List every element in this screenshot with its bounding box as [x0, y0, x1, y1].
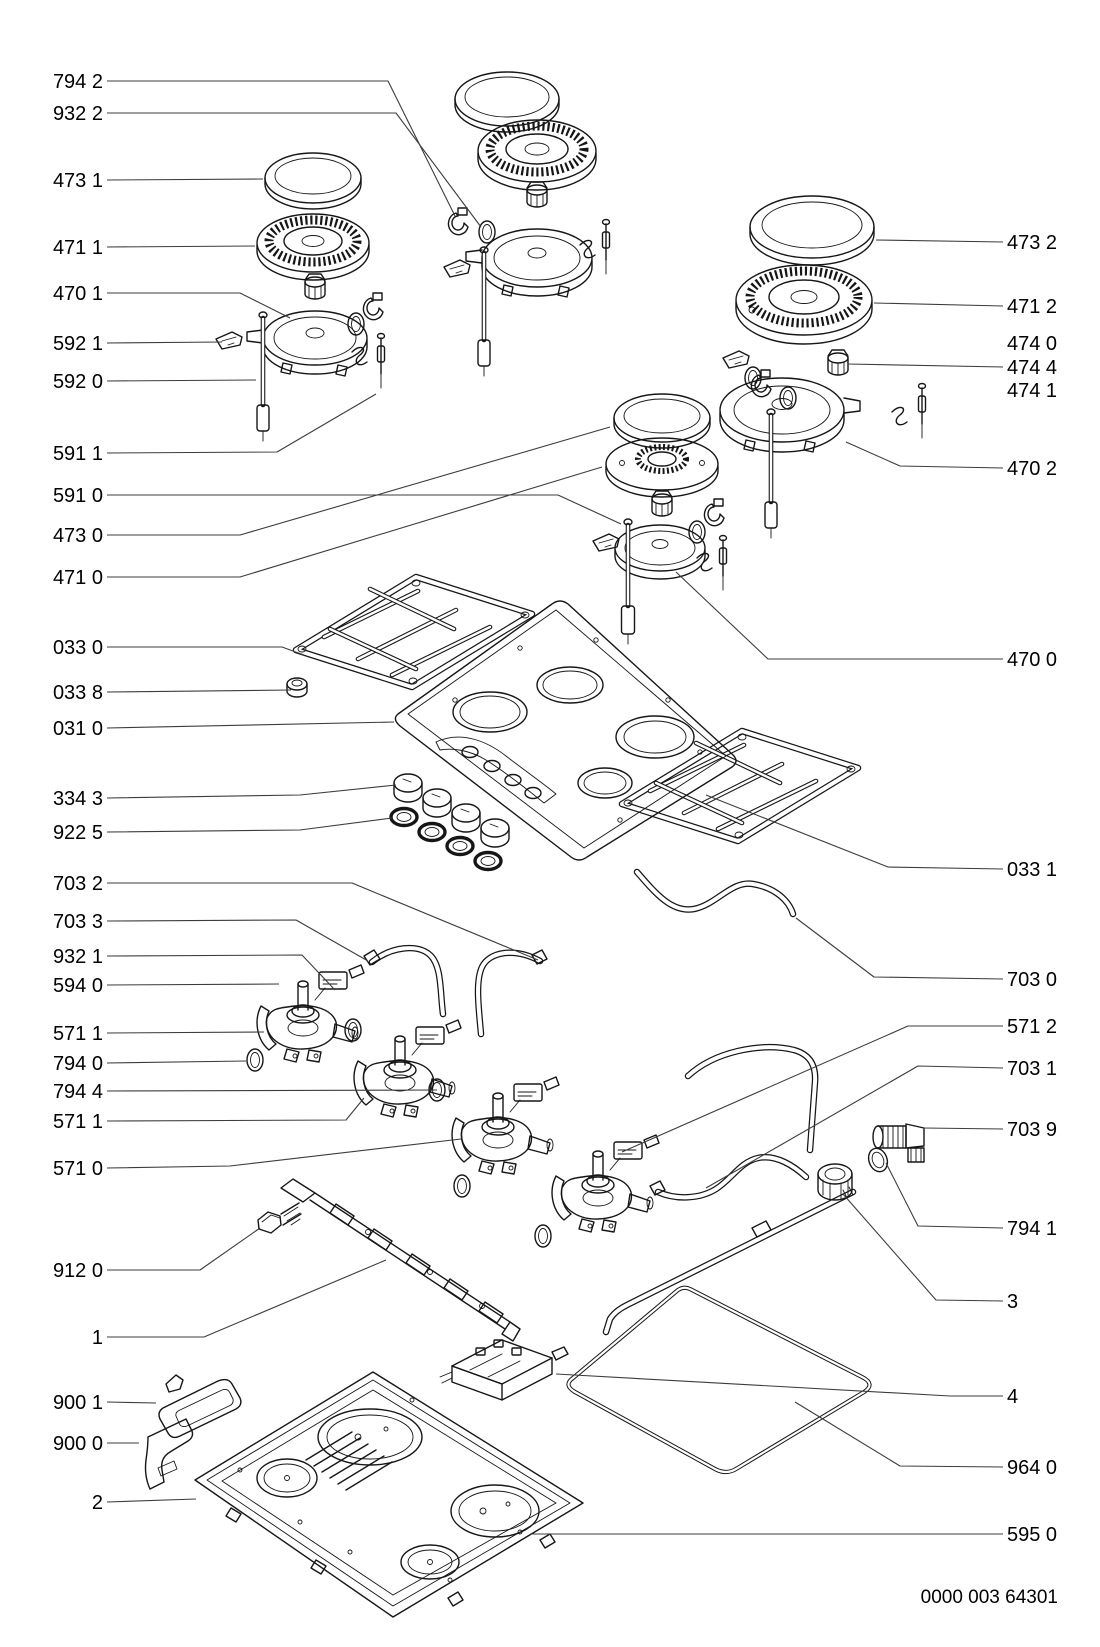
- part-number-label: 571 0: [52, 1158, 103, 1180]
- part-number-label: 473 1: [52, 170, 103, 192]
- part-number-label: 594 0: [52, 975, 103, 997]
- part-number-label: 470 1: [52, 283, 103, 305]
- leader-line: [107, 293, 290, 318]
- part-number-label: 794 0: [52, 1053, 103, 1075]
- part-number-label: 703 0: [1007, 969, 1058, 991]
- pan-grid-left: [296, 577, 532, 687]
- gas-tap-1: [257, 965, 364, 1062]
- leader-line: [556, 1374, 1003, 1396]
- leader-line: [924, 1128, 1003, 1129]
- part-number-label: 031 0: [52, 718, 103, 740]
- elbow-fitting: [873, 1124, 924, 1162]
- part-number-label: 471 1: [52, 237, 103, 259]
- leader-line: [843, 1194, 1003, 1301]
- leader-line: [107, 1499, 196, 1502]
- leader-line: [107, 246, 255, 247]
- screw: [258, 1203, 301, 1233]
- leader-line: [107, 1098, 364, 1121]
- right-label-column: [1007, 232, 1057, 1546]
- leader-line: [107, 1090, 437, 1091]
- leader-line: [107, 427, 610, 535]
- part-number-label: 932 2: [52, 103, 103, 125]
- leader-line: [107, 722, 394, 728]
- gas-tap-3: [452, 1077, 559, 1174]
- leader-lines: [107, 81, 1003, 1534]
- leader-line: [886, 1163, 1003, 1228]
- part-number-label: 473 0: [52, 525, 103, 547]
- burner-group-left: [216, 153, 385, 441]
- part-number-label: 571 2: [1007, 1016, 1058, 1038]
- leader-line: [107, 785, 396, 798]
- left-label-column: [53, 71, 103, 1514]
- part-number-label: 912 0: [52, 1260, 103, 1282]
- part-number-label: 474 0: [1007, 333, 1058, 355]
- part-number-label: 471 2: [1007, 296, 1058, 318]
- leader-line: [107, 1260, 386, 1337]
- part-number-label: 334 3: [52, 788, 103, 810]
- part-number-label: 470 0: [1007, 649, 1058, 671]
- part-number-label: 592 0: [52, 371, 103, 393]
- gas-tap-4: [552, 1135, 659, 1232]
- burner-group-right: [720, 196, 926, 538]
- part-number-label: 473 2: [1007, 232, 1058, 254]
- part-number-label: 471 0: [52, 567, 103, 589]
- leader-line: [796, 918, 1003, 979]
- leader-line: [107, 690, 291, 692]
- ignition-unit: [440, 1340, 568, 1400]
- pan-grid-right: [622, 731, 858, 841]
- part-number-label: 3: [1007, 1291, 1019, 1313]
- part-number-label: 794 4: [52, 1081, 103, 1103]
- leader-line: [876, 240, 1003, 242]
- part-number-label: 703 3: [52, 911, 103, 933]
- leader-line: [107, 1228, 260, 1270]
- part-number-label: 033 8: [52, 682, 103, 704]
- part-number-label: 900 1: [52, 1392, 103, 1414]
- part-number-label: 474 4: [1007, 357, 1058, 379]
- part-number-label: 571 1: [52, 1023, 103, 1045]
- leader-line: [107, 647, 304, 655]
- leader-line: [107, 380, 256, 381]
- part-number-label: 591 0: [52, 485, 103, 507]
- part-number-label: 703 1: [1007, 1058, 1058, 1080]
- part-number-label: 591 1: [52, 443, 103, 465]
- leader-line: [107, 113, 481, 227]
- bottom-pan: [195, 1372, 583, 1617]
- grid-grommet: [287, 678, 307, 697]
- leader-line: [846, 442, 1003, 468]
- part-number-label: 794 2: [52, 71, 103, 93]
- mount-bracket-upper: [159, 1375, 241, 1437]
- leader-line: [107, 467, 602, 577]
- part-number-label: 703 2: [52, 873, 103, 895]
- part-number-label: 033 1: [1007, 859, 1058, 881]
- leader-line: [706, 1066, 1003, 1188]
- knob-bezels: [391, 809, 501, 870]
- leader-line: [107, 1139, 461, 1168]
- part-number-label: 033 0: [52, 637, 103, 659]
- leader-line: [107, 1402, 156, 1403]
- leader-line: [848, 364, 1003, 367]
- part-number-label: 964 0: [1007, 1457, 1058, 1479]
- leader-line: [107, 1061, 246, 1063]
- burner-group-aux: [593, 394, 727, 590]
- leader-line: [107, 818, 392, 832]
- leader-line: [795, 1402, 1003, 1467]
- leader-line: [676, 572, 1003, 659]
- part-number-label: 703 9: [1007, 1119, 1058, 1141]
- mount-bracket-lower: [146, 1419, 193, 1489]
- mounting-rail: [281, 1179, 520, 1341]
- part-number-label: 470 2: [1007, 458, 1058, 480]
- part-number-label: 794 1: [1007, 1218, 1058, 1240]
- drawing-number: 0000 003 64301: [920, 1587, 1058, 1608]
- part-number-label: 900 0: [52, 1433, 103, 1455]
- gas-tap-2: [354, 1020, 461, 1117]
- leader-line: [107, 883, 538, 960]
- leader-line: [874, 303, 1003, 306]
- part-number-label: 922 5: [52, 822, 103, 844]
- leader-line: [107, 81, 455, 216]
- washer: [865, 1146, 890, 1175]
- part-number-label: 4: [1007, 1386, 1019, 1408]
- part-number-label: 1: [91, 1327, 103, 1349]
- part-number-label: 571 1: [52, 1111, 103, 1133]
- part-number-label: 592 1: [52, 333, 103, 355]
- part-number-label: 2: [91, 1492, 103, 1514]
- part-number-label: 932 1: [52, 946, 103, 968]
- leader-line: [107, 1032, 264, 1033]
- part-number-label: 474 1: [1007, 380, 1058, 402]
- burner-group-middle: [444, 72, 610, 376]
- leader-line: [107, 984, 279, 985]
- part-number-label: 595 0: [1007, 1524, 1058, 1546]
- leader-line: [107, 342, 222, 343]
- leader-line: [107, 179, 263, 180]
- leader-line: [107, 394, 376, 453]
